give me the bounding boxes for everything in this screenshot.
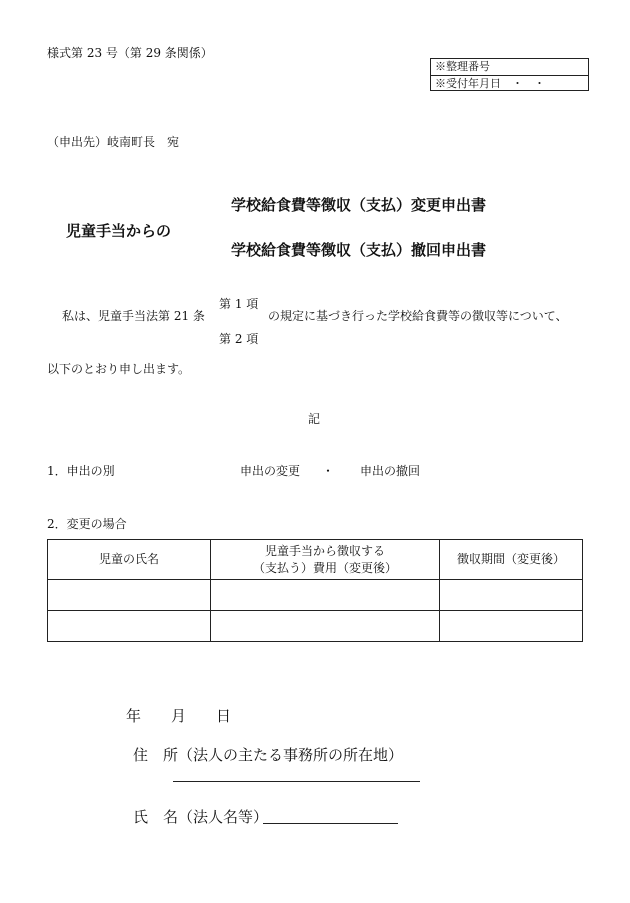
child-name-cell[interactable]	[48, 611, 211, 642]
option-change: 申出の変更	[240, 464, 301, 478]
change-table	[47, 539, 583, 642]
statement-part1: 私は、児童手当法第 21 条	[62, 309, 205, 323]
item1-label: 1．申出の別	[47, 464, 115, 478]
reception-box	[430, 58, 589, 91]
header-period: 徴収期間（変更後）	[440, 540, 583, 580]
period-cell[interactable]	[440, 611, 583, 642]
header-cost-line2: （支払う）費用（変更後）	[252, 560, 397, 575]
form-number: 様式第 23 号（第 29 条関係）	[47, 46, 213, 60]
period-cell[interactable]	[440, 580, 583, 611]
cost-cell[interactable]	[211, 611, 440, 642]
table-row	[48, 580, 583, 611]
address-label: 住 所（法人の主たる事務所の所在地）	[133, 746, 404, 764]
item2-label: 2．変更の場合	[47, 517, 127, 531]
header-cost-line1: 児童手当から徴収する	[264, 543, 385, 558]
cost-cell[interactable]	[211, 580, 440, 611]
signature-date: 年 月 日	[126, 707, 232, 725]
statement-clause1: 第 1 項	[219, 297, 259, 311]
table-header-row	[48, 540, 583, 580]
child-name-cell[interactable]	[48, 580, 211, 611]
addressee: （申出先）岐南町長 宛	[47, 135, 180, 149]
statement-part2: の規定に基づき行った学校給食費等の徴収等について、	[268, 309, 568, 323]
title-change: 学校給食費等徴収（支払）変更申出書	[231, 196, 487, 214]
ki-heading: 記	[308, 412, 321, 426]
header-cost	[211, 540, 440, 580]
header-child-name: 児童の氏名	[48, 540, 211, 580]
statement-part3: 以下のとおり申し出ます。	[47, 362, 191, 376]
statement-clause2: 第 2 項	[219, 332, 259, 346]
address-line[interactable]	[173, 781, 420, 782]
received-date-field: ※受付年月日 ・ ・	[431, 75, 588, 90]
name-label: 氏 名（法人名等）	[133, 808, 269, 826]
option-separator: ・	[322, 464, 335, 478]
title-withdraw: 学校給食費等徴収（支払）撤回申出書	[231, 241, 487, 259]
name-line[interactable]	[263, 823, 398, 824]
title-prefix: 児童手当からの	[66, 222, 172, 240]
option-withdraw: 申出の撤回	[360, 464, 421, 478]
reference-number-field: ※整理番号	[435, 60, 490, 73]
table-row	[48, 611, 583, 642]
